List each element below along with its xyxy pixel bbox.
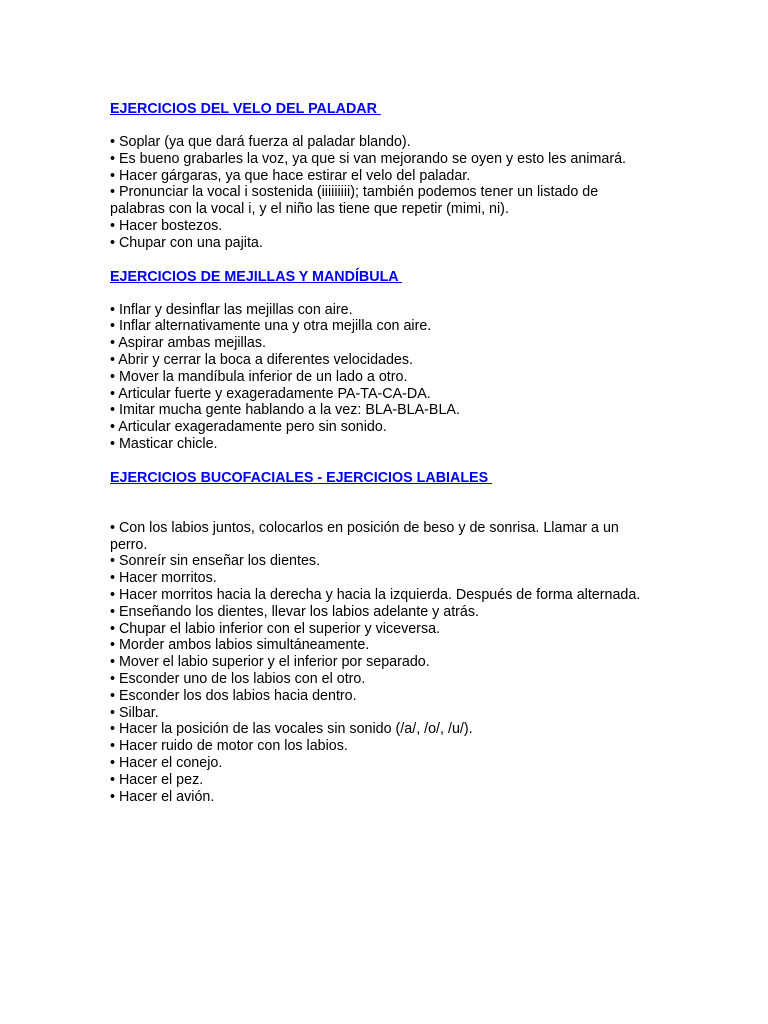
list-item: • Aspirar ambas mejillas.: [110, 335, 266, 352]
section-heading-link[interactable]: EJERCICIOS DE MEJILLAS Y MANDÍBULA: [110, 268, 403, 285]
list-item: • Hacer el avión.: [110, 788, 215, 805]
list-item: • Hacer morritos hacia la derecha y hacia la izquierda. Después de forma alternada.: [110, 586, 641, 603]
section-mejillas-mandibula: [110, 268, 650, 453]
list-item: • Hacer el conejo.: [110, 754, 223, 771]
section-heading-link[interactable]: EJERCICIOS DEL VELO DEL PALADAR: [110, 101, 381, 117]
list-item: • Esconder los dos labios hacia dentro.: [110, 687, 357, 704]
list-item: • Hacer bostezos.: [110, 217, 223, 234]
list-item: • Inflar y desinflar las mejillas con aire.: [110, 301, 353, 318]
list-item: • Chupar con una pajita.: [110, 234, 263, 251]
list-item: • Morder ambos labios simultáneamente.: [110, 637, 370, 654]
section-labiales: [110, 469, 650, 806]
list-item: • Soplar (ya que dará fuerza al paladar blando).: [110, 134, 411, 150]
list-item: • Silbar.: [110, 704, 159, 721]
list-item: • Hacer ruido de motor con los labios.: [110, 738, 348, 755]
list-item: • Mover la mandíbula inferior de un lado a otro.: [110, 368, 408, 385]
section-heading-link[interactable]: EJERCICIOS BUCOFACIALES - EJERCICIOS LABIALES: [110, 469, 493, 486]
exercise-list: [110, 302, 650, 453]
list-item: • Hacer la posición de las vocales sin sonido (/a/, /o/, /u/).: [110, 721, 473, 738]
list-item: • Hacer gárgaras, ya que hace estirar el velo del paladar.: [110, 167, 471, 184]
section-velo-paladar: [110, 100, 650, 252]
list-item: • Articular exageradamente pero sin sonido.: [110, 419, 387, 436]
list-item: • Mover el labio superior y el inferior por separado.: [110, 654, 430, 671]
list-item: • Imitar mucha gente hablando a la vez: BLA-BLA-BLA.: [110, 402, 460, 419]
list-item: • Articular fuerte y exageradamente PA-TA-CA-DA.: [110, 385, 431, 402]
list-item: • Hacer el pez.: [110, 771, 204, 788]
list-item: • Esconder uno de los labios con el otro.: [110, 670, 366, 687]
list-item: • Sonreír sin enseñar los dientes.: [110, 553, 321, 570]
list-item: • Pronunciar la vocal i sostenida (iiiiiiiii); también podemos tener un listado de palabras con la vocal i, y el niño las tiene que repetir (mimi, ni).: [110, 184, 599, 218]
document-page: [110, 100, 650, 805]
list-item: • Inflar alternativamente una y otra mejilla con aire.: [110, 318, 432, 335]
list-item: • Con los labios juntos, colocarlos en posición de beso y de sonrisa. Llamar a un perro.: [110, 519, 619, 553]
list-item: • Es bueno grabarles la voz, ya que si van mejorando se oyen y esto les animará.: [110, 150, 627, 167]
exercise-list: [110, 134, 650, 252]
exercise-list: [110, 520, 650, 806]
list-item: • Hacer morritos.: [110, 570, 217, 587]
list-item: • Enseñando los dientes, llevar los labios adelante y atrás.: [110, 603, 480, 620]
list-item: • Chupar el labio inferior con el superior y viceversa.: [110, 620, 441, 637]
list-item: • Abrir y cerrar la boca a diferentes velocidades.: [110, 351, 414, 368]
list-item: • Masticar chicle.: [110, 435, 218, 452]
